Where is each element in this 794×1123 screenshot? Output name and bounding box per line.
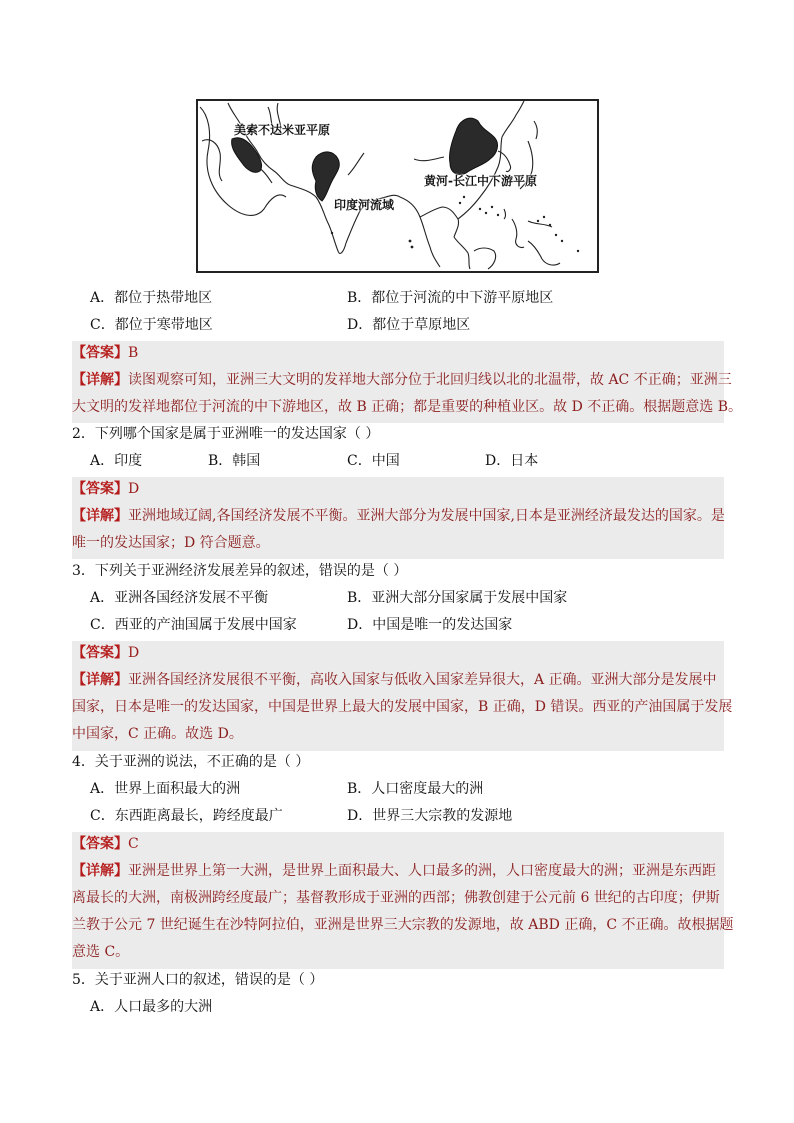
q4-detail-tag: 【详解】 <box>72 863 128 879</box>
mesopotamia-region <box>232 138 262 173</box>
q4-option-b: B．人口密度最大的洲 <box>347 781 484 797</box>
q2-answer-line <box>72 479 139 499</box>
q3-detail-line-2: 国家，日本是唯一的发达国家，中国是世界上最大的发展中国家，B 正确，D 错误。西亚的产油国属于发展 <box>72 699 733 715</box>
q2-option-c: C．中国 <box>347 453 400 469</box>
q3-detail-tag: 【详解】 <box>72 672 128 688</box>
q1-detail-tag: 【详解】 <box>72 372 128 388</box>
q4-stem: 4．关于亚洲的说法，不正确的是（ ） <box>72 754 310 770</box>
q1-detail-line-1: 读图观察可知，亚洲三大文明的发祥地大部分位于北回归线以北的北温带，故 AC 不正确；亚洲三 <box>128 372 732 388</box>
q1-option-a: A．都位于热带地区 <box>90 290 213 306</box>
q1-option-b: B．都位于河流的中下游平原地区 <box>347 290 554 306</box>
q3-option-c: C．西亚的产油国属于发展中国家 <box>90 617 297 633</box>
q1-answer-value: B <box>128 345 139 361</box>
q3-option-b: B．亚洲大部分国家属于发展中国家 <box>347 590 568 606</box>
q3-option-a: A．亚洲各国经济发展不平衡 <box>90 590 269 606</box>
q4-answer-tag: 【答案】 <box>72 836 128 852</box>
q1-answer-line <box>72 343 138 363</box>
q2-answer-block <box>72 477 724 559</box>
huanghe-changjiang-region <box>449 118 497 174</box>
q3-answer-value: D <box>128 645 140 661</box>
q3-answer-line <box>72 643 139 663</box>
q1-option-c: C．都位于寒带地区 <box>90 317 213 333</box>
q3-answer-tag: 【答案】 <box>72 645 128 661</box>
q2-detail-line-2: 唯一的发达国家；D 符合题意。 <box>72 535 270 551</box>
q2-detail-line-1: 亚洲地域辽阔,各国经济发展不平衡。亚洲大部分为发展中国家,日本是亚洲经济最发达的国家。是 <box>128 508 725 524</box>
q2-detail <box>72 503 724 557</box>
q3-detail-line-3: 中国家，C 正确。故选 D。 <box>72 726 243 742</box>
q5-stem: 5．关于亚洲人口的叙述，错误的是（ ） <box>72 972 324 988</box>
map-label-mesopotamia: 美索不达米亚平原 <box>234 123 331 137</box>
q1-detail-line-2: 大文明的发祥地都位于河流的中下游地区，故 B 正确；都是重要的种植业区。故 D 不正确。根据题意选 B。 <box>72 399 743 415</box>
q3-detail <box>72 667 733 748</box>
q5-option-a: A．人口最多的大洲 <box>90 999 213 1015</box>
q4-detail-line-3: 兰教于公元 7 世纪诞生在沙特阿拉伯，亚洲是世界三大宗教的发源地，故 ABD 正确，C 不正确。故根据题 <box>72 917 734 933</box>
q4-detail-line-4: 意选 C。 <box>72 944 130 960</box>
q4-detail-line-1: 亚洲是世界上第一大洲，是世界上面积最大、人口最多的洲，人口密度最大的洲；亚洲是东西距 <box>128 863 716 879</box>
q4-option-d: D．世界三大宗教的发源地 <box>347 808 513 824</box>
q2-answer-value: D <box>128 481 140 497</box>
q2-option-b: B．韩国 <box>208 453 261 469</box>
q2-option-d: D．日本 <box>485 453 539 469</box>
q1-detail <box>72 367 743 421</box>
q2-detail-tag: 【详解】 <box>72 508 128 524</box>
map-label-huanghe-changjiang: 黄河-长江中下游平原 <box>424 174 537 188</box>
q2-option-a: A．印度 <box>90 453 143 469</box>
indus-region <box>312 152 339 201</box>
q1-option-d: D．都位于草原地区 <box>347 317 471 333</box>
q3-answer-block <box>72 641 733 751</box>
q2-answer-tag: 【答案】 <box>72 481 128 497</box>
q3-option-d: D．中国是唯一的发达国家 <box>347 617 513 633</box>
q4-option-a: A．世界上面积最大的洲 <box>90 781 241 797</box>
q3-stem: 3．下列关于亚洲经济发展差异的叙述，错误的是（ ） <box>72 563 408 579</box>
q1-answer-tag: 【答案】 <box>72 345 128 361</box>
q4-answer-line <box>72 834 139 854</box>
q4-detail <box>72 858 734 966</box>
q4-detail-line-2: 离最长的大洲，南极洲跨经度最广；基督教形成于亚洲的西部；佛教创建于公元前 6 世纪的古印度；伊斯 <box>72 890 720 906</box>
asia-civilizations-map <box>196 99 599 273</box>
q4-answer-value: C <box>128 836 139 852</box>
q4-option-c: C．东西距离最长，跨经度最广 <box>90 808 283 824</box>
q4-answer-block <box>72 832 734 969</box>
q1-answer-block <box>72 341 743 423</box>
map-label-indus: 印度河流域 <box>334 198 395 212</box>
q3-detail-line-1: 亚洲各国经济发展很不平衡，高收入国家与低收入国家差异很大，A 正确。亚洲大部分是发展中 <box>128 672 717 688</box>
q2-stem: 2．下列哪个国家是属于亚洲唯一的发达国家（ ） <box>72 426 380 442</box>
